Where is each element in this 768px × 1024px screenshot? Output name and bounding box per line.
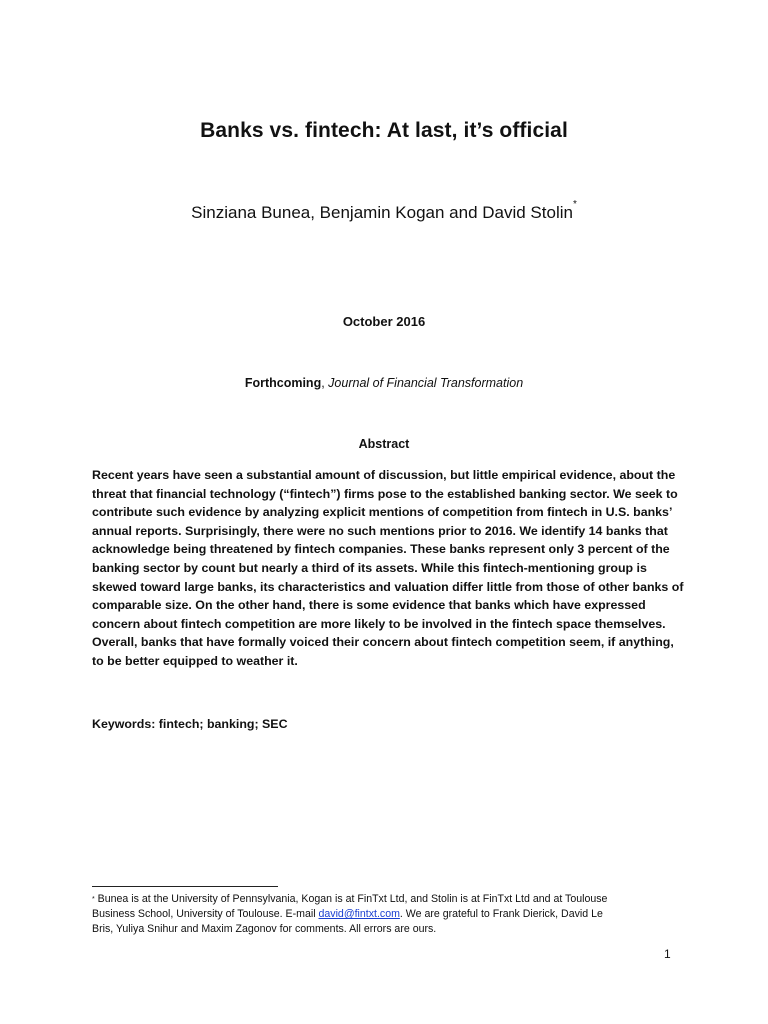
- abstract-line: skewed toward large banks, its characteristics and valuation differ little from those of other banks of: [92, 579, 684, 594]
- abstract-line: annual reports. Surprisingly, there were no such mentions prior to 2016. We identify 14 banks that: [92, 523, 668, 538]
- keywords: Keywords: fintech; banking; SEC: [92, 717, 288, 731]
- abstract-line: banking sector by count but nearly a third of its assets. While this fintech-mentioning group is: [92, 560, 647, 575]
- paper-title: Banks vs. fintech: At last, it’s official: [200, 119, 568, 142]
- abstract-line: to be better equipped to weather it.: [92, 653, 298, 668]
- abstract-line: comparable size. On the other hand, there is some evidence that banks which have expressed: [92, 598, 646, 613]
- author-footnote-marker: *: [572, 199, 577, 210]
- footnote: [92, 892, 682, 938]
- forthcoming-label: Forthcoming: [244, 376, 322, 390]
- footnote-marker: *: [92, 896, 95, 903]
- footnote-line1-text: Bunea is at the University of Pennsylvania, Kogan is at FinTxt Ltd, and Stolin is at FinTxt Ltd and at Toulouse: [94, 893, 608, 905]
- abstract-line: Recent years have seen a substantial amount of discussion, but little empirical evidence, about the: [92, 468, 676, 482]
- footnote-line2-before: Business School, University of Toulouse. E-mail: [92, 908, 319, 921]
- authors-text: Sinziana Bunea, Benjamin Kogan and David Stolin: [191, 203, 573, 222]
- abstract-line: concern about fintech competition are more likely to be involved in the fintech space themselves.: [92, 616, 666, 631]
- abstract-line: Overall, banks that have formally voiced their concern about fintech competition seem, if anything,: [92, 635, 674, 650]
- email-link[interactable]: david@fintxt.com: [318, 908, 400, 921]
- abstract-heading: Abstract: [358, 437, 410, 451]
- abstract-body: [92, 466, 684, 671]
- footnote-line2-after: . We are grateful to Frank Dierick, David Le: [399, 908, 603, 921]
- page-number: 1: [664, 947, 671, 961]
- forthcoming-separator: ,: [321, 376, 329, 390]
- footnote-line: [92, 892, 682, 907]
- publication-date: October 2016: [342, 314, 426, 329]
- abstract-line: contribute such evidence by analyzing explicit mentions of competition from fintech in U.S. banks’: [92, 505, 673, 520]
- journal-name: Journal of Financial Transformation: [328, 376, 524, 390]
- abstract-line: acknowledge being threatened by fintech companies. These banks represent only 3 percent of the: [92, 542, 670, 557]
- footnote-line: [92, 907, 682, 922]
- footnote-divider: [92, 886, 278, 887]
- abstract-line: threat that financial technology (“fintech”) firms pose to the established banking sector. We seek to: [92, 486, 678, 501]
- forthcoming-line: [0, 376, 768, 390]
- footnote-line: Bris, Yuliya Snihur and Maxim Zagonov for comments. All errors are ours.: [92, 923, 437, 936]
- author-list: [0, 199, 768, 223]
